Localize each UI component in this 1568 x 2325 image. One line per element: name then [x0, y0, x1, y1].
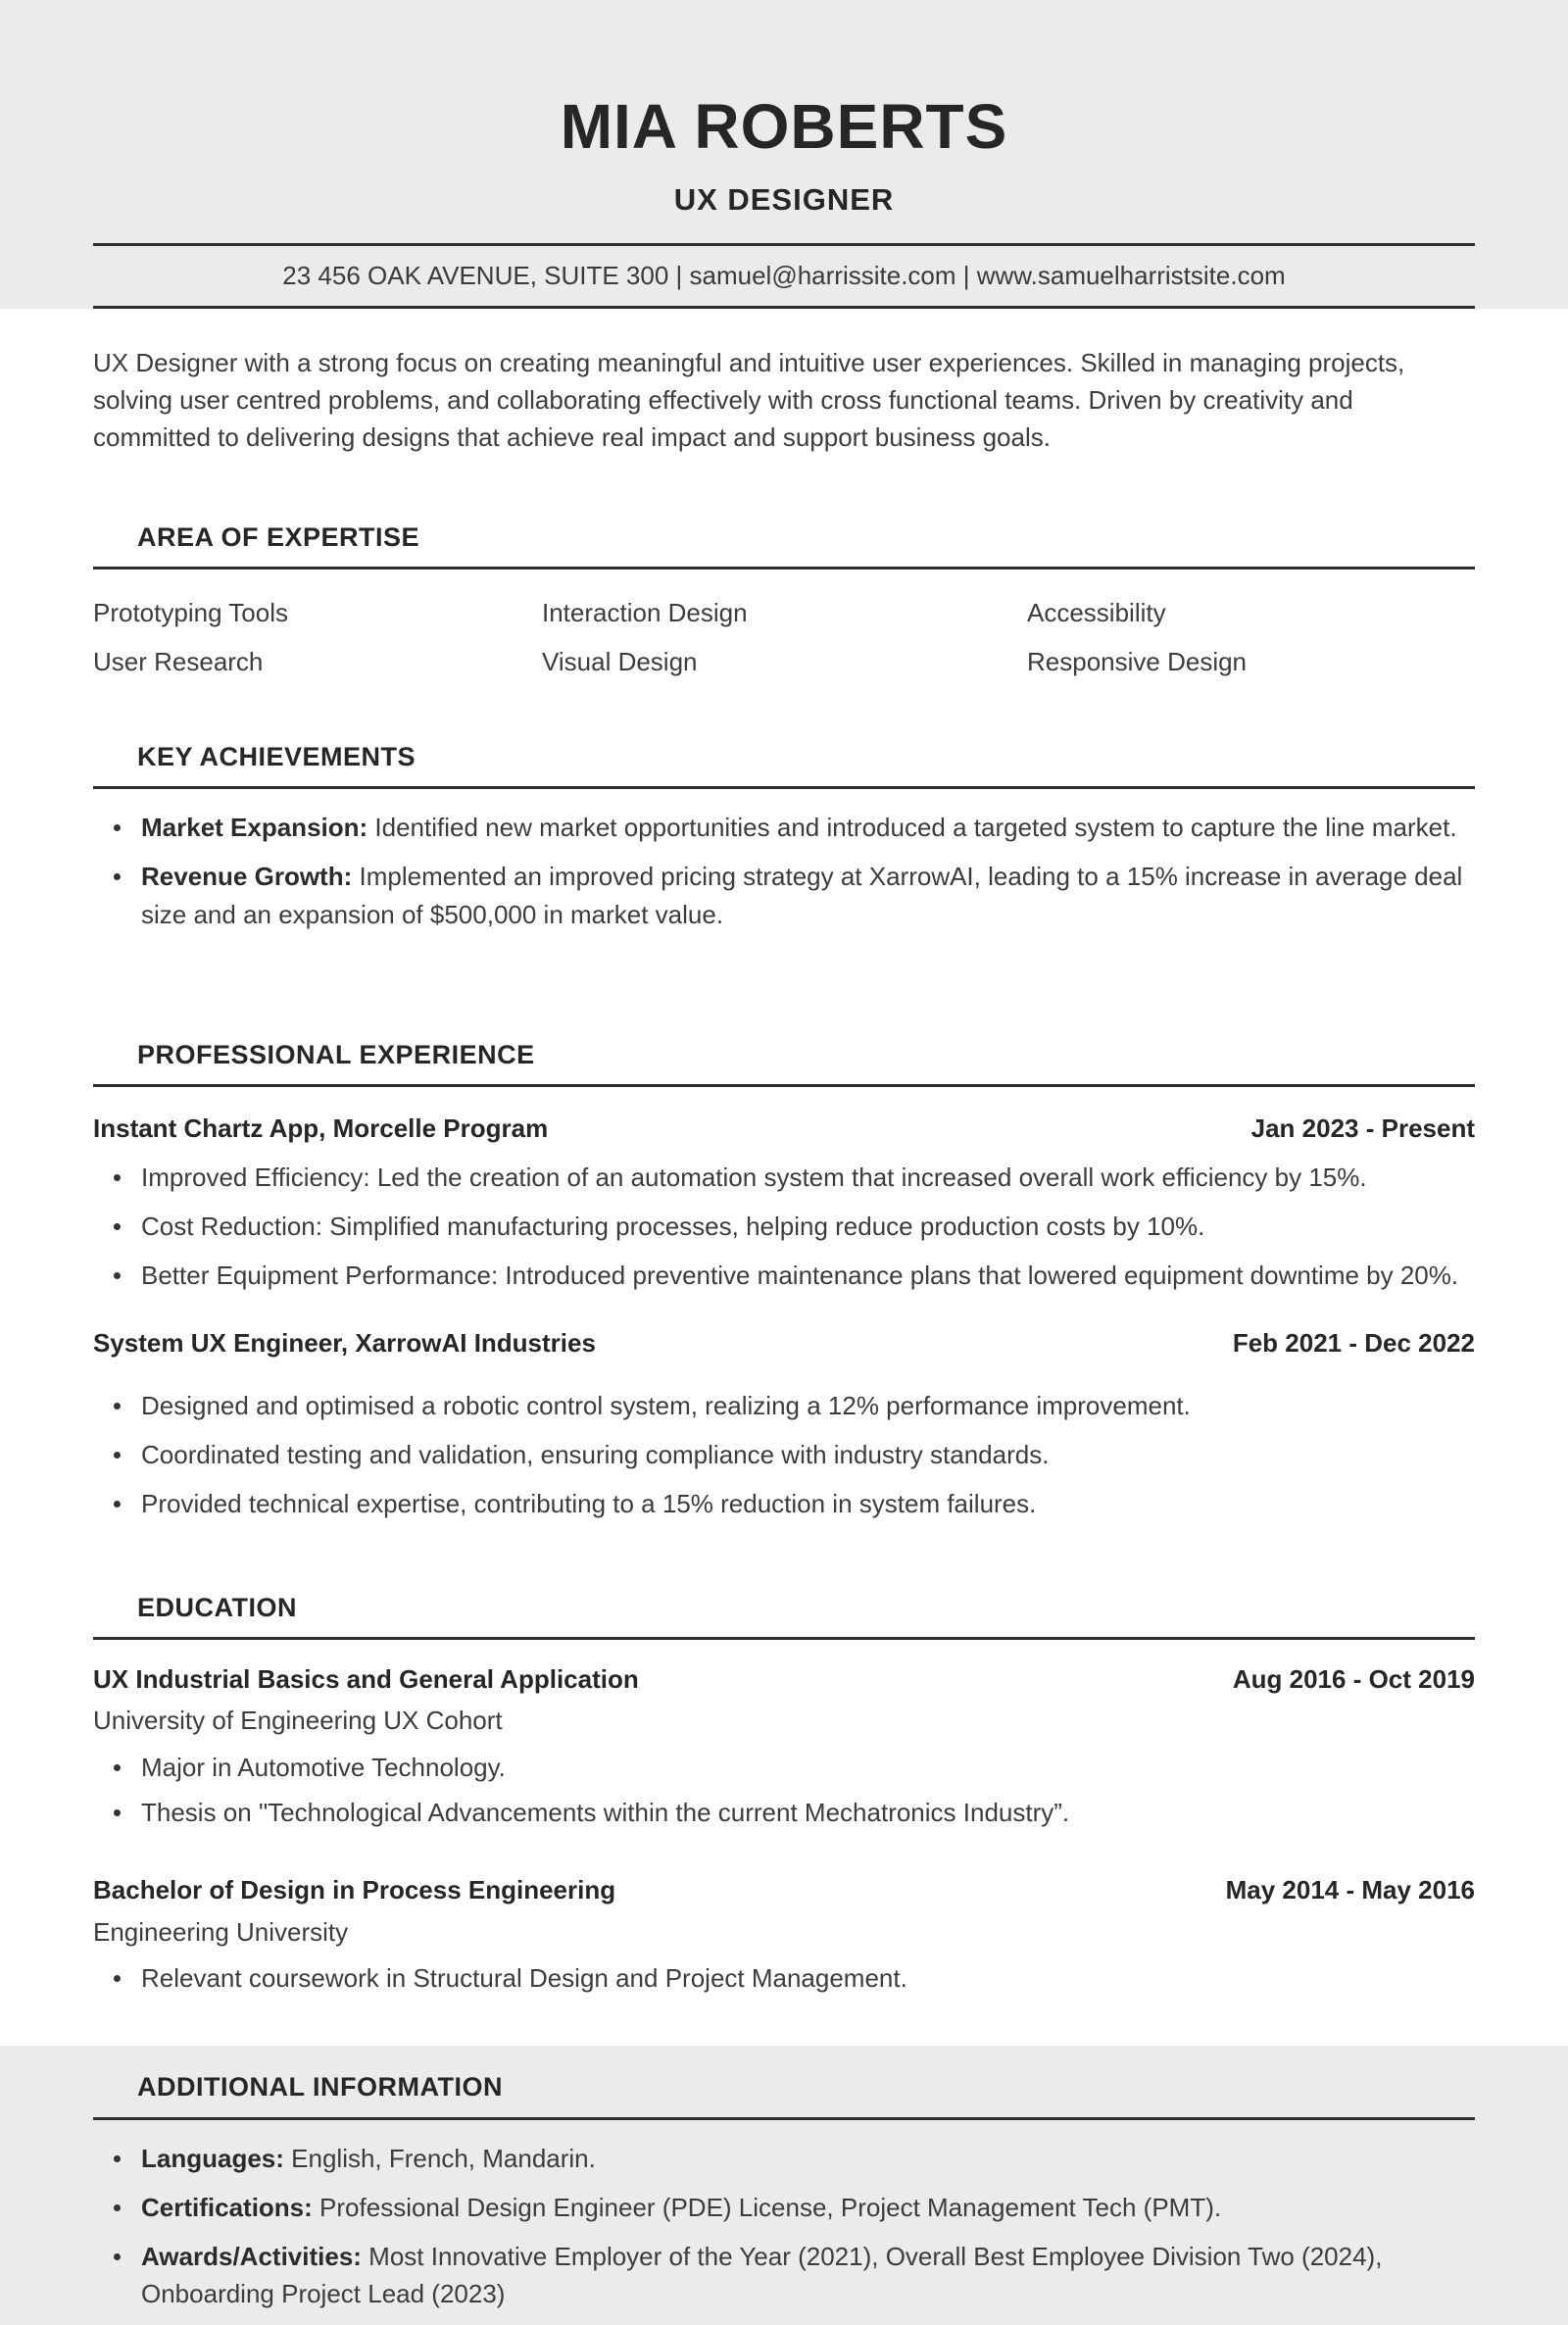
additional-info-item — [141, 2140, 1475, 2177]
job-header-row — [93, 1327, 1475, 1360]
job-header-row — [93, 1113, 1475, 1145]
additional-info-item — [141, 2189, 1475, 2226]
achievement-text: Identified new market opportunities and introduced a targeted system to capture the line market. — [374, 813, 1457, 843]
professional-summary: UX Designer with a strong focus on creating meaningful and intuitive user experiences. Skilled in managing projects, solving user centred problems, and collaborating effectively with cross functional teams. Driven by creativity and committed to delivering designs that achieve real impact and support business goals. — [93, 347, 1405, 453]
school-name: Engineering University — [93, 1916, 349, 1947]
job-title: System UX Engineer, XarrowAI Industries — [93, 1328, 596, 1359]
education-header-row — [93, 1874, 1475, 1906]
section-additional-information — [0, 2046, 1568, 2324]
achievement-lead: Revenue Growth: — [141, 862, 353, 892]
job-bullet: Coordinated testing and validation, ensuring compliance with industry standards. — [141, 1436, 1475, 1473]
education-bullet: Thesis on "Technological Advancements within the current Mechatronics Industry”. — [141, 1794, 1475, 1831]
info-text: English, French, Mandarin. — [291, 2143, 596, 2173]
job-bullet: Designed and optimised a robotic control system, realizing a 12% performance improvement. — [141, 1387, 1475, 1424]
achievements-list — [93, 809, 1475, 933]
section-key-achievements — [0, 741, 1568, 945]
job-bullet: Cost Reduction: Simplified manufacturing processes, helping reduce production costs by 10%. — [141, 1208, 1475, 1245]
section-heading-expertise: AREA OF EXPERTISE — [137, 521, 420, 552]
job-title: Instant Chartz App, Morcelle Program — [93, 1113, 549, 1144]
additional-info-item — [141, 2238, 1475, 2312]
section-area-of-expertise — [0, 521, 1568, 680]
candidate-name: MIA ROBERTS — [560, 91, 1008, 162]
resume-header — [0, 0, 1568, 309]
section-education — [0, 1592, 1568, 2005]
section-heading-achievements: KEY ACHIEVEMENTS — [137, 741, 416, 771]
skill-item: Responsive Design — [1027, 647, 1248, 677]
job-bullet: Improved Efficiency: Led the creation of an automation system that increased overall work efficiency by 15%. — [141, 1159, 1475, 1196]
job-dates: Jan 2023 - Present — [1250, 1113, 1475, 1144]
section-underline — [93, 1084, 1475, 1087]
education-header-row — [93, 1663, 1475, 1696]
header-divider-top — [93, 243, 1475, 246]
info-lead: Certifications: — [141, 2192, 313, 2222]
contact-line: 23 456 OAK AVENUE, SUITE 300 | samuel@harrissite.com | www.samuelharristsite.com — [282, 261, 1286, 291]
info-lead: Languages: — [141, 2143, 284, 2173]
additional-info-list — [93, 2140, 1475, 2313]
info-text: Professional Design Engineer (PDE) License, Project Management Tech (PMT). — [319, 2192, 1222, 2222]
section-professional-experience — [0, 1039, 1568, 1535]
section-underline — [93, 2117, 1475, 2120]
job-bullet: Provided technical expertise, contributing to a 15% reduction in system failures. — [141, 1485, 1475, 1522]
job-bullet-list — [93, 1159, 1475, 1295]
job-bullet: Better Equipment Performance: Introduced preventive maintenance plans that lowered equipment downtime by 20%. — [141, 1257, 1475, 1294]
skill-item: Visual Design — [542, 647, 698, 677]
skill-item: Prototyping Tools — [93, 598, 288, 628]
skill-item: Accessibility — [1027, 598, 1166, 628]
section-heading-additional: ADDITIONAL INFORMATION — [137, 2072, 503, 2102]
job-bullet-list — [93, 1387, 1475, 1523]
school-name: University of Engineering UX Cohort — [93, 1706, 503, 1736]
achievement-text: Implemented an improved pricing strategy at XarrowAI, leading to a 15% increase in average deal size and an expansion of $500,000 in market value. — [141, 862, 1463, 929]
education-bullet: Relevant coursework in Structural Design and Project Management. — [141, 1959, 1475, 1997]
degree-title: Bachelor of Design in Process Engineering — [93, 1875, 616, 1905]
header-divider-bottom — [93, 306, 1475, 309]
education-bullet-list — [93, 1749, 1475, 1831]
skill-item: User Research — [93, 647, 264, 677]
candidate-job-title: UX DESIGNER — [673, 182, 895, 218]
achievement-item — [141, 858, 1475, 932]
skill-item: Interaction Design — [542, 598, 748, 628]
education-dates: Aug 2016 - Oct 2019 — [1232, 1663, 1475, 1694]
achievement-lead: Market Expansion: — [141, 813, 368, 843]
education-dates: May 2014 - May 2016 — [1225, 1875, 1475, 1905]
skills-grid — [93, 595, 1475, 680]
section-heading-experience: PROFESSIONAL EXPERIENCE — [137, 1039, 535, 1069]
section-underline — [93, 786, 1475, 789]
degree-title: UX Industrial Basics and General Application — [93, 1663, 639, 1694]
job-dates: Feb 2021 - Dec 2022 — [1232, 1328, 1475, 1359]
section-heading-education: EDUCATION — [137, 1592, 297, 1622]
section-underline — [93, 1637, 1475, 1640]
education-bullet: Major in Automotive Technology. — [141, 1749, 1475, 1786]
section-underline — [93, 567, 1475, 569]
info-lead: Awards/Activities: — [141, 2242, 362, 2272]
achievement-item — [141, 809, 1475, 846]
info-text: Most Innovative Employer of the Year (2021), Overall Best Employee Division Two (2024), Onboarding Project Lead (2023) — [141, 2242, 1383, 2309]
education-bullet-list — [93, 1959, 1475, 1997]
